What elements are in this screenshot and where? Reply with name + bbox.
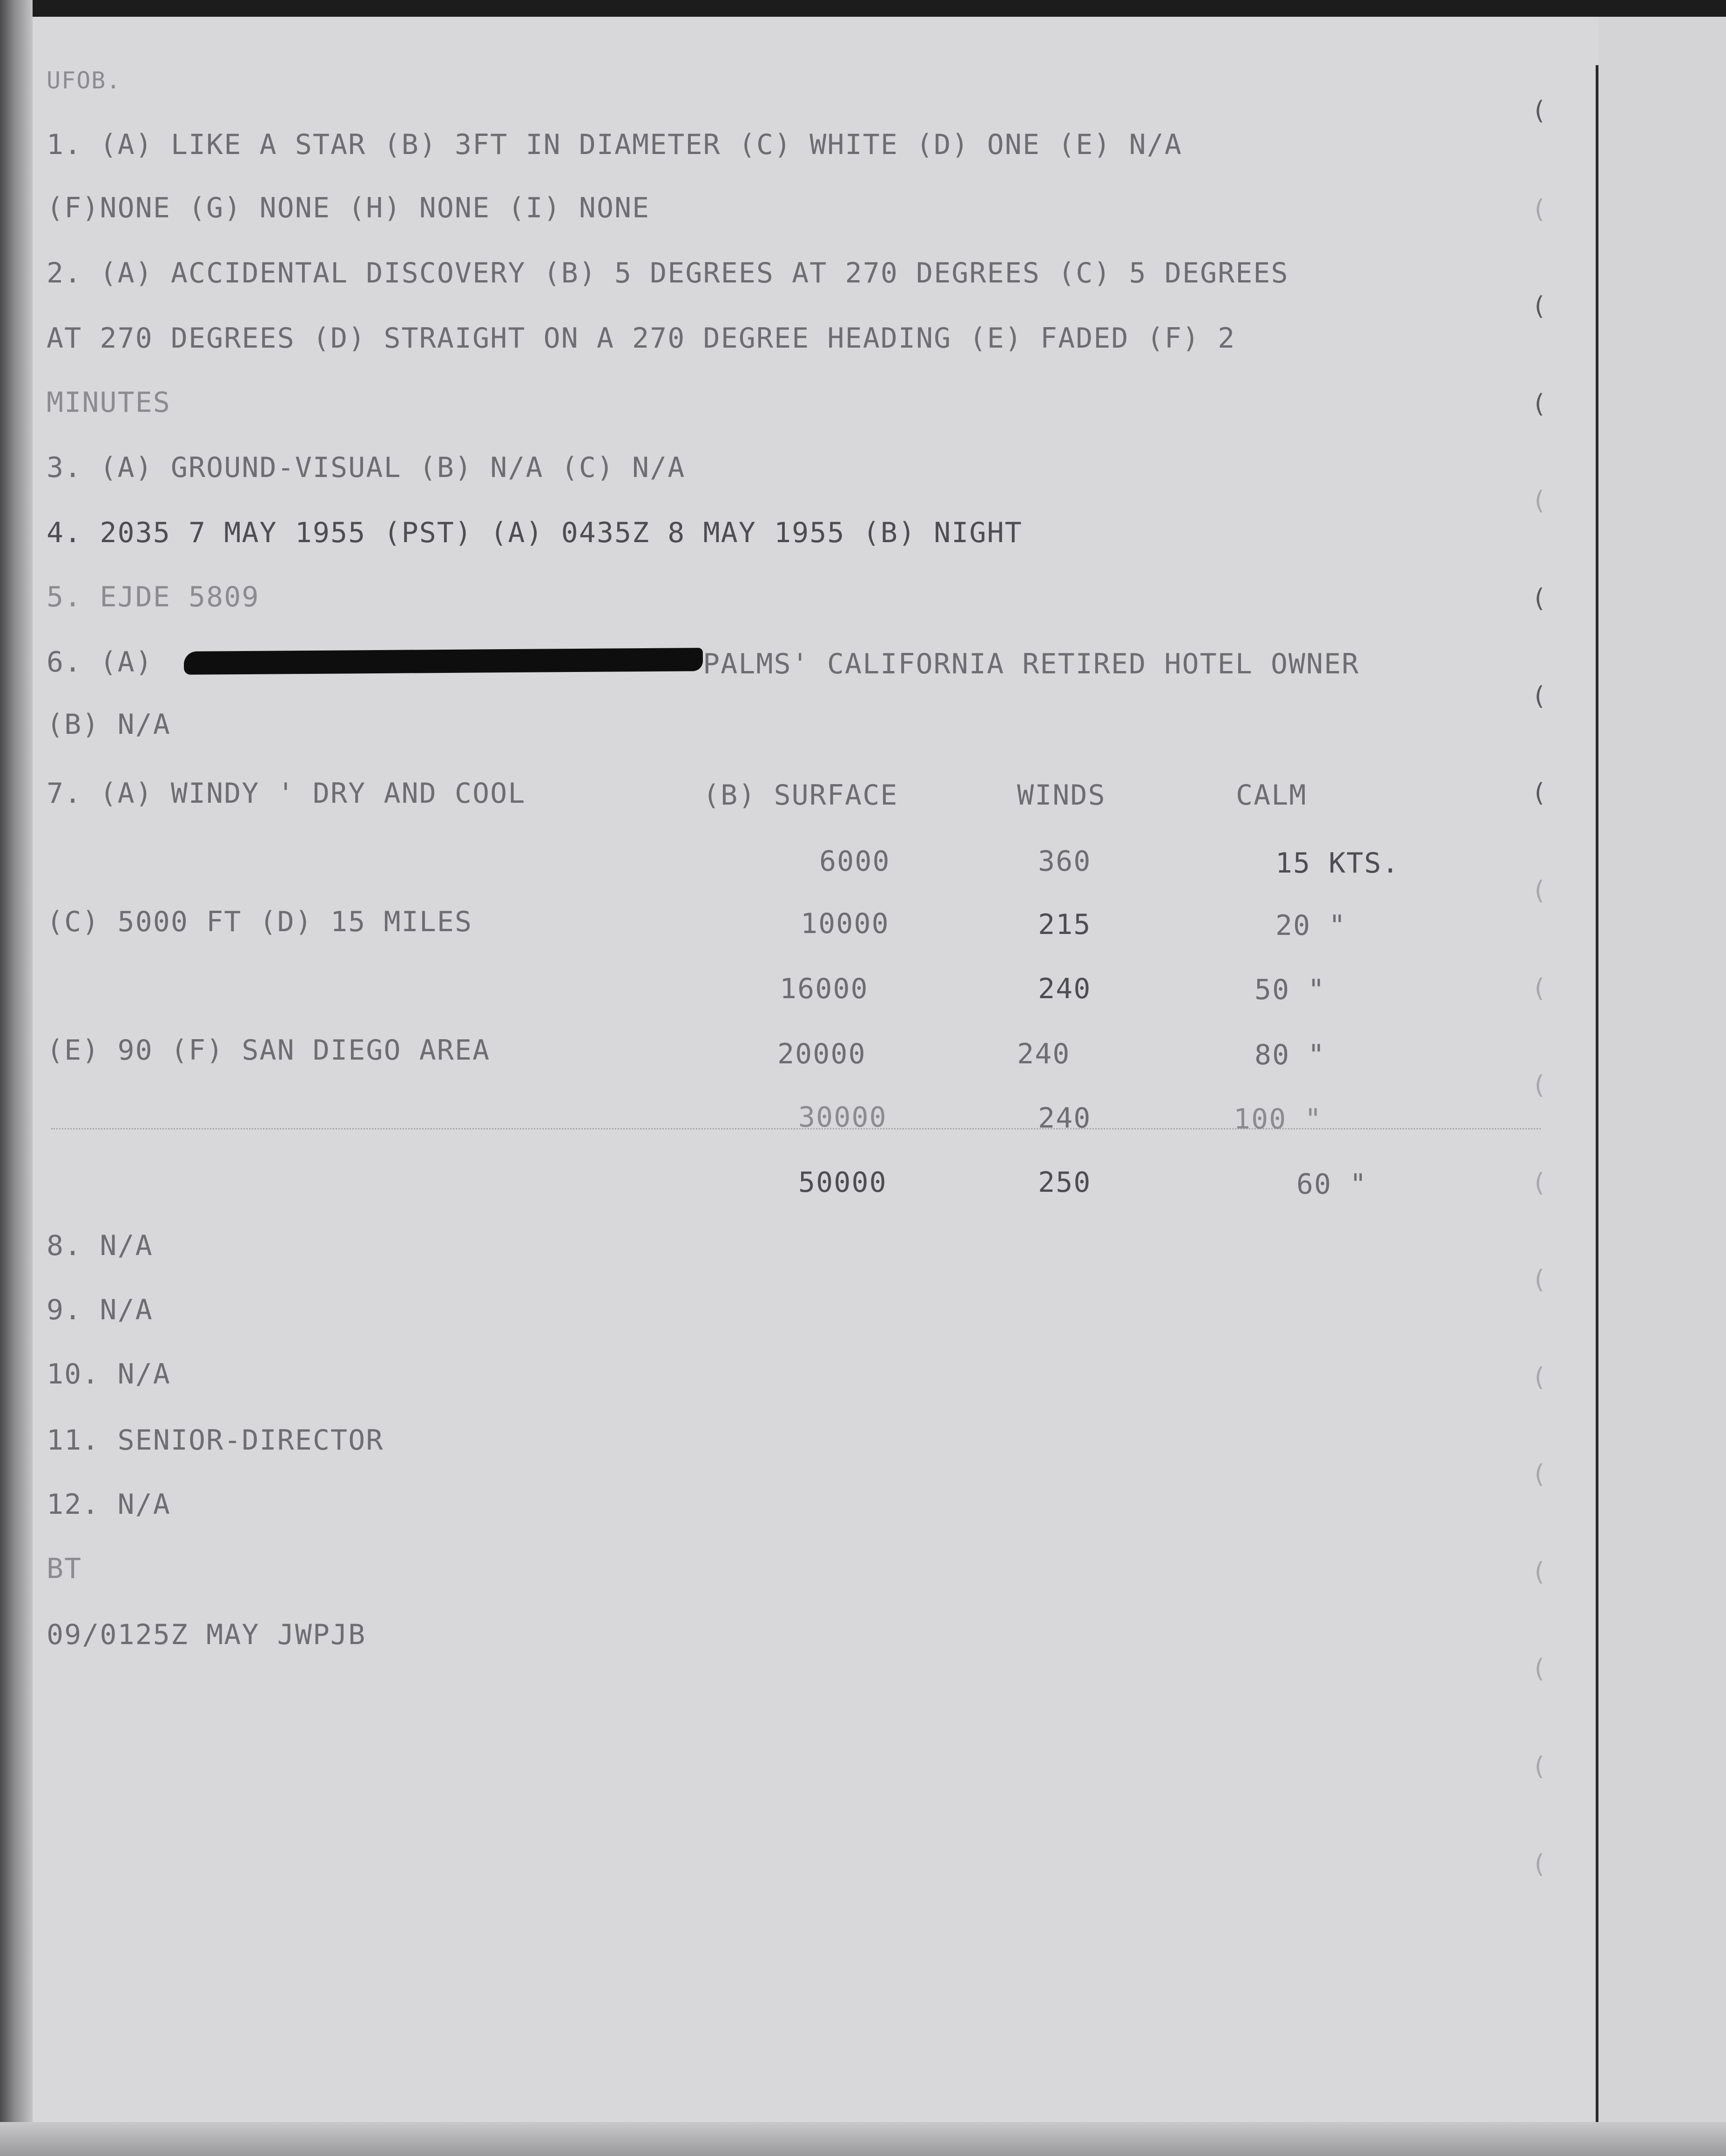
winds-table-altitude: 50000 [798,1166,887,1199]
margin-punch-mark: ( [1531,486,1547,515]
item-7-visibility: (C) 5000 FT (D) 15 MILES [47,906,472,938]
document-heading: UFOB. [47,67,121,94]
item-2-line: 2. (A) ACCIDENTAL DISCOVERY (B) 5 DEGREES AT 270 DEGREES (C) 5 DEGREES [47,257,1289,289]
item-1-continuation: (F)NONE (G) NONE (H) NONE (I) NONE [47,192,650,224]
scan-left-shadow [0,0,33,2156]
winds-table-altitude: 10000 [801,907,890,940]
margin-punch-mark: ( [1531,389,1547,418]
winds-table-speed: 20 " [1275,909,1347,942]
winds-table-altitude: 16000 [780,973,869,1005]
margin-punch-mark: ( [1531,1265,1547,1294]
redaction-mark [184,648,703,675]
margin-punch-mark: ( [1531,96,1547,125]
winds-table-altitude: 6000 [819,845,890,878]
margin-punch-mark: ( [1531,291,1547,321]
winds-table-speed: 80 " [1254,1039,1326,1071]
margin-punch-mark: ( [1531,876,1547,905]
margin-punch-mark: ( [1531,1557,1547,1586]
break-marker: BT [47,1552,82,1585]
margin-punch-mark: ( [1531,1070,1547,1100]
margin-punch-mark: ( [1531,1654,1547,1683]
item-4-line: 4. 2035 7 MAY 1955 (PST) (A) 0435Z 8 MAY 1955 (B) NIGHT [47,517,1023,549]
margin-punch-mark: ( [1531,1363,1547,1392]
margin-punch-mark: ( [1531,1752,1547,1781]
winds-table-direction: 215 [1038,908,1092,941]
margin-punch-mark: ( [1531,195,1547,224]
winds-table-altitude: 30000 [798,1101,887,1134]
item-6-text: PALMS' CALIFORNIA RETIRED HOTEL OWNER [703,648,1360,680]
item-10-line: 10. N/A [47,1358,171,1390]
item-8-line: 8. N/A [47,1229,153,1262]
margin-punch-mark: ( [1531,974,1547,1003]
winds-table-calm-header: CALM [1236,779,1307,812]
margin-punch-mark: ( [1531,681,1547,711]
winds-table-speed: 50 " [1254,974,1326,1006]
margin-punch-mark: ( [1531,1168,1547,1197]
winds-table-speed: 100 " [1234,1103,1322,1135]
item-6-label: 6. (A) [47,646,171,678]
item-2-continuation: AT 270 DEGREES (D) STRAIGHT ON A 270 DEGREE HEADING (E) FADED (F) 2 [47,322,1236,355]
winds-table-winds-header: WINDS [1017,779,1106,812]
item-11-line: 11. SENIOR-DIRECTOR [47,1424,384,1457]
item-5-line: 5. EJDE 5809 [47,581,260,613]
margin-punch-mark: ( [1531,584,1547,613]
item-12-line: 12. N/A [47,1488,171,1521]
margin-punch-mark: ( [1531,1849,1547,1879]
item-7-line: 7. (A) WINDY ' DRY AND COOL [47,777,526,810]
item-6-continuation: (B) N/A [47,708,171,741]
item-2-continuation-2: MINUTES [47,386,171,419]
page-right-margin [1598,17,1726,2122]
winds-table-speed: 60 " [1296,1168,1368,1201]
margin-rule-line [1596,65,1598,2122]
margin-punch-mark: ( [1531,1459,1547,1489]
date-time-group: 09/0125Z MAY JWPJB [47,1619,366,1651]
winds-table-direction: 250 [1038,1166,1092,1199]
winds-table-direction: 240 [1017,1038,1071,1070]
winds-table-direction: 360 [1038,845,1092,878]
winds-table-surface-header: (B) SURFACE [703,779,898,812]
winds-table-direction: 240 [1038,1102,1092,1135]
scan-bottom-border [0,2122,1726,2156]
winds-table-speed: 15 KTS. [1275,847,1400,880]
item-9-line: 9. N/A [47,1294,153,1326]
item-1-line: 1. (A) LIKE A STAR (B) 3FT IN DIAMETER (C) WHITE (D) ONE (E) N/A [47,128,1182,161]
winds-table-altitude: 20000 [777,1038,866,1070]
winds-table-direction: 240 [1038,973,1092,1005]
margin-punch-mark: ( [1531,778,1547,807]
item-7-location: (E) 90 (F) SAN DIEGO AREA [47,1034,491,1067]
item-3-line: 3. (A) GROUND-VISUAL (B) N/A (C) N/A [47,451,686,484]
scan-top-border [0,0,1726,17]
